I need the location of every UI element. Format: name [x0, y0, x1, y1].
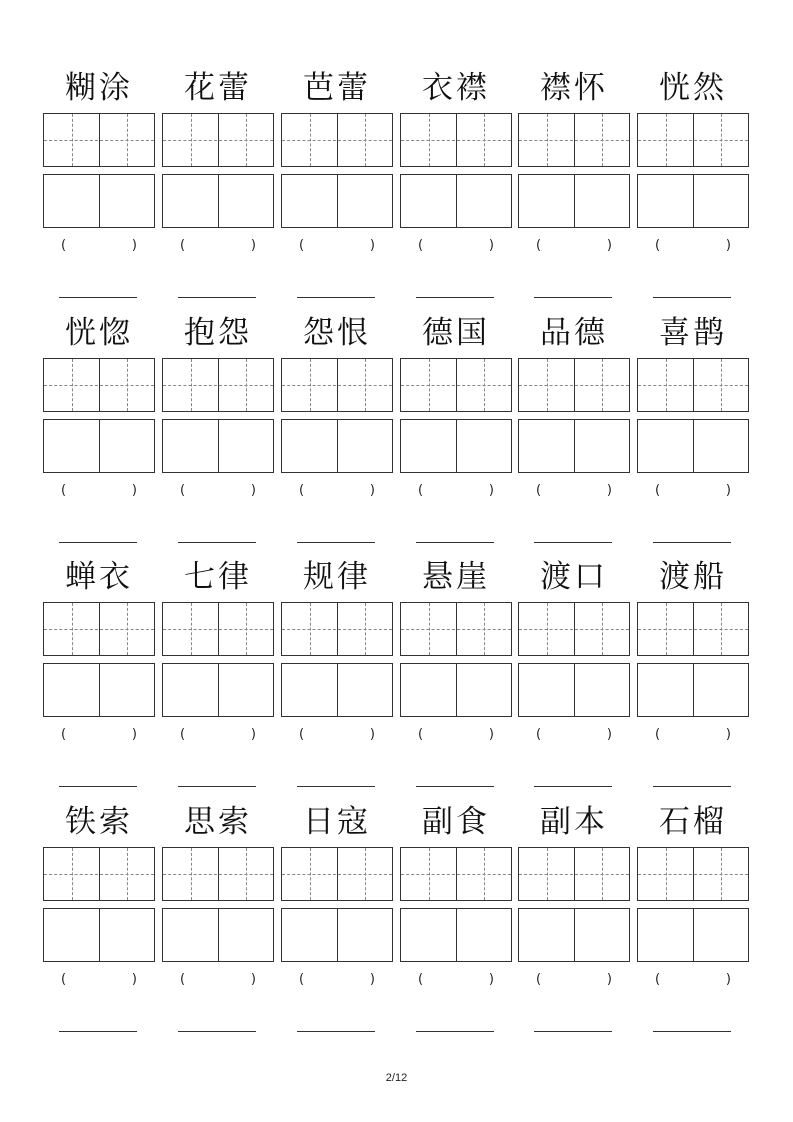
word-item [278, 802, 396, 1047]
pinyin-parentheses[interactable]: ( ) [299, 483, 375, 498]
word-item [515, 68, 633, 313]
tianzige-practice-box[interactable] [162, 358, 274, 412]
writing-box[interactable] [518, 908, 630, 962]
writing-box[interactable] [518, 419, 630, 473]
answer-blank-line[interactable] [534, 1031, 612, 1032]
word-item [515, 802, 633, 1047]
vocab-word: 渡口 [540, 559, 608, 595]
tianzige-practice-box[interactable] [637, 602, 749, 656]
pinyin-parentheses[interactable]: ( ) [180, 483, 256, 498]
writing-box[interactable] [518, 663, 630, 717]
pinyin-parentheses[interactable]: ( ) [536, 972, 612, 987]
pinyin-parentheses[interactable]: ( ) [655, 238, 731, 253]
answer-blank-line[interactable] [297, 786, 375, 787]
answer-blank-line[interactable] [416, 1031, 494, 1032]
pinyin-parentheses[interactable]: ( ) [299, 972, 375, 987]
word-item [278, 68, 396, 313]
writing-box[interactable] [637, 419, 749, 473]
answer-blank-line[interactable] [653, 542, 731, 543]
vocab-word: 铁索 [65, 804, 133, 840]
writing-box[interactable] [162, 174, 274, 228]
word-item [278, 313, 396, 558]
word-item [634, 68, 752, 313]
answer-blank-line[interactable] [59, 542, 137, 543]
word-item [634, 557, 752, 802]
tianzige-practice-box[interactable] [162, 602, 274, 656]
tianzige-practice-box[interactable] [400, 358, 512, 412]
tianzige-practice-box[interactable] [518, 602, 630, 656]
pinyin-parentheses[interactable]: ( ) [418, 483, 494, 498]
vocab-word: 怨恨 [303, 315, 371, 351]
tianzige-practice-box[interactable] [518, 358, 630, 412]
word-row [0, 802, 793, 1047]
word-item [40, 68, 158, 313]
tianzige-practice-box[interactable] [43, 113, 155, 167]
writing-box[interactable] [281, 908, 393, 962]
tianzige-practice-box[interactable] [281, 847, 393, 901]
pinyin-parentheses[interactable]: ( ) [655, 972, 731, 987]
answer-blank-line[interactable] [416, 542, 494, 543]
pinyin-parentheses[interactable]: ( ) [180, 972, 256, 987]
tianzige-practice-box[interactable] [637, 847, 749, 901]
pinyin-parentheses[interactable]: ( ) [299, 727, 375, 742]
word-item [634, 313, 752, 558]
vocab-word: 渡船 [659, 559, 727, 595]
tianzige-practice-box[interactable] [162, 847, 274, 901]
writing-box[interactable] [637, 908, 749, 962]
pinyin-parentheses[interactable]: ( ) [655, 483, 731, 498]
word-row [0, 557, 793, 802]
answer-blank-line[interactable] [59, 786, 137, 787]
answer-blank-line[interactable] [297, 297, 375, 298]
answer-blank-line[interactable] [178, 542, 256, 543]
tianzige-practice-box[interactable] [518, 847, 630, 901]
writing-box[interactable] [281, 174, 393, 228]
vocab-word: 副本 [540, 804, 608, 840]
answer-blank-line[interactable] [534, 786, 612, 787]
writing-box[interactable] [281, 663, 393, 717]
tianzige-practice-box[interactable] [43, 358, 155, 412]
answer-blank-line[interactable] [416, 786, 494, 787]
vocab-word: 副食 [422, 804, 490, 840]
vocab-word: 恍惚 [65, 315, 133, 351]
word-row [0, 68, 793, 313]
vocab-word: 日寇 [303, 804, 371, 840]
tianzige-practice-box[interactable] [281, 602, 393, 656]
pinyin-parentheses[interactable]: ( ) [418, 727, 494, 742]
answer-blank-line[interactable] [653, 1031, 731, 1032]
pinyin-parentheses[interactable]: ( ) [61, 972, 137, 987]
word-item [397, 313, 515, 558]
writing-box[interactable] [43, 419, 155, 473]
answer-blank-line[interactable] [653, 297, 731, 298]
writing-box[interactable] [43, 174, 155, 228]
answer-blank-line[interactable] [297, 1031, 375, 1032]
writing-box[interactable] [43, 663, 155, 717]
word-item [515, 313, 633, 558]
vocab-word: 规律 [303, 559, 371, 595]
pinyin-parentheses[interactable]: ( ) [536, 483, 612, 498]
tianzige-practice-box[interactable] [43, 602, 155, 656]
answer-blank-line[interactable] [534, 542, 612, 543]
vocab-word: 糊涂 [65, 70, 133, 106]
vocab-word: 悬崖 [422, 559, 490, 595]
writing-box[interactable] [400, 908, 512, 962]
pinyin-parentheses[interactable]: ( ) [418, 238, 494, 253]
word-item [40, 313, 158, 558]
tianzige-practice-box[interactable] [400, 113, 512, 167]
answer-blank-line[interactable] [297, 542, 375, 543]
word-item [40, 557, 158, 802]
vocab-word: 衣襟 [422, 70, 490, 106]
writing-box[interactable] [637, 174, 749, 228]
vocab-word: 石榴 [659, 804, 727, 840]
word-item [515, 557, 633, 802]
writing-box[interactable] [637, 663, 749, 717]
answer-blank-line[interactable] [178, 786, 256, 787]
writing-box[interactable] [281, 419, 393, 473]
tianzige-practice-box[interactable] [281, 113, 393, 167]
pinyin-parentheses[interactable]: ( ) [299, 238, 375, 253]
tianzige-practice-box[interactable] [162, 113, 274, 167]
writing-box[interactable] [162, 908, 274, 962]
word-item [159, 68, 277, 313]
word-item [40, 802, 158, 1047]
tianzige-practice-box[interactable] [400, 602, 512, 656]
word-row [0, 313, 793, 558]
pinyin-parentheses[interactable]: ( ) [418, 972, 494, 987]
tianzige-practice-box[interactable] [637, 358, 749, 412]
writing-box[interactable] [162, 419, 274, 473]
answer-blank-line[interactable] [59, 1031, 137, 1032]
pinyin-parentheses[interactable]: ( ) [61, 483, 137, 498]
page-number: 2/12 [385, 1072, 408, 1084]
vocab-word: 恍然 [659, 70, 727, 106]
pinyin-parentheses[interactable]: ( ) [180, 727, 256, 742]
tianzige-practice-box[interactable] [281, 358, 393, 412]
answer-blank-line[interactable] [653, 786, 731, 787]
word-item [397, 557, 515, 802]
answer-blank-line[interactable] [178, 1031, 256, 1032]
vocab-word: 花蕾 [184, 70, 252, 106]
tianzige-practice-box[interactable] [43, 847, 155, 901]
pinyin-parentheses[interactable]: ( ) [536, 727, 612, 742]
tianzige-practice-box[interactable] [400, 847, 512, 901]
vocab-word: 德国 [422, 315, 490, 351]
vocab-word: 思索 [184, 804, 252, 840]
writing-box[interactable] [162, 663, 274, 717]
answer-blank-line[interactable] [59, 297, 137, 298]
answer-blank-line[interactable] [416, 297, 494, 298]
word-item [278, 557, 396, 802]
writing-box[interactable] [43, 908, 155, 962]
word-item [397, 802, 515, 1047]
answer-blank-line[interactable] [534, 297, 612, 298]
word-item [159, 557, 277, 802]
tianzige-practice-box[interactable] [637, 113, 749, 167]
pinyin-parentheses[interactable]: ( ) [61, 727, 137, 742]
vocab-word: 品德 [540, 315, 608, 351]
word-item [159, 802, 277, 1047]
word-item [397, 68, 515, 313]
pinyin-parentheses[interactable]: ( ) [536, 238, 612, 253]
vocab-word: 蝉衣 [65, 559, 133, 595]
writing-box[interactable] [518, 174, 630, 228]
word-item [634, 802, 752, 1047]
writing-box[interactable] [400, 174, 512, 228]
vocab-word: 七律 [184, 559, 252, 595]
answer-blank-line[interactable] [178, 297, 256, 298]
vocab-word: 抱怨 [184, 315, 252, 351]
tianzige-practice-box[interactable] [518, 113, 630, 167]
pinyin-parentheses[interactable]: ( ) [180, 238, 256, 253]
writing-box[interactable] [400, 663, 512, 717]
pinyin-parentheses[interactable]: ( ) [61, 238, 137, 253]
pinyin-parentheses[interactable]: ( ) [655, 727, 731, 742]
word-item [159, 313, 277, 558]
vocab-word: 芭蕾 [303, 70, 371, 106]
vocab-word: 襟怀 [540, 70, 608, 106]
writing-box[interactable] [400, 419, 512, 473]
vocab-word: 喜鹊 [659, 315, 727, 351]
